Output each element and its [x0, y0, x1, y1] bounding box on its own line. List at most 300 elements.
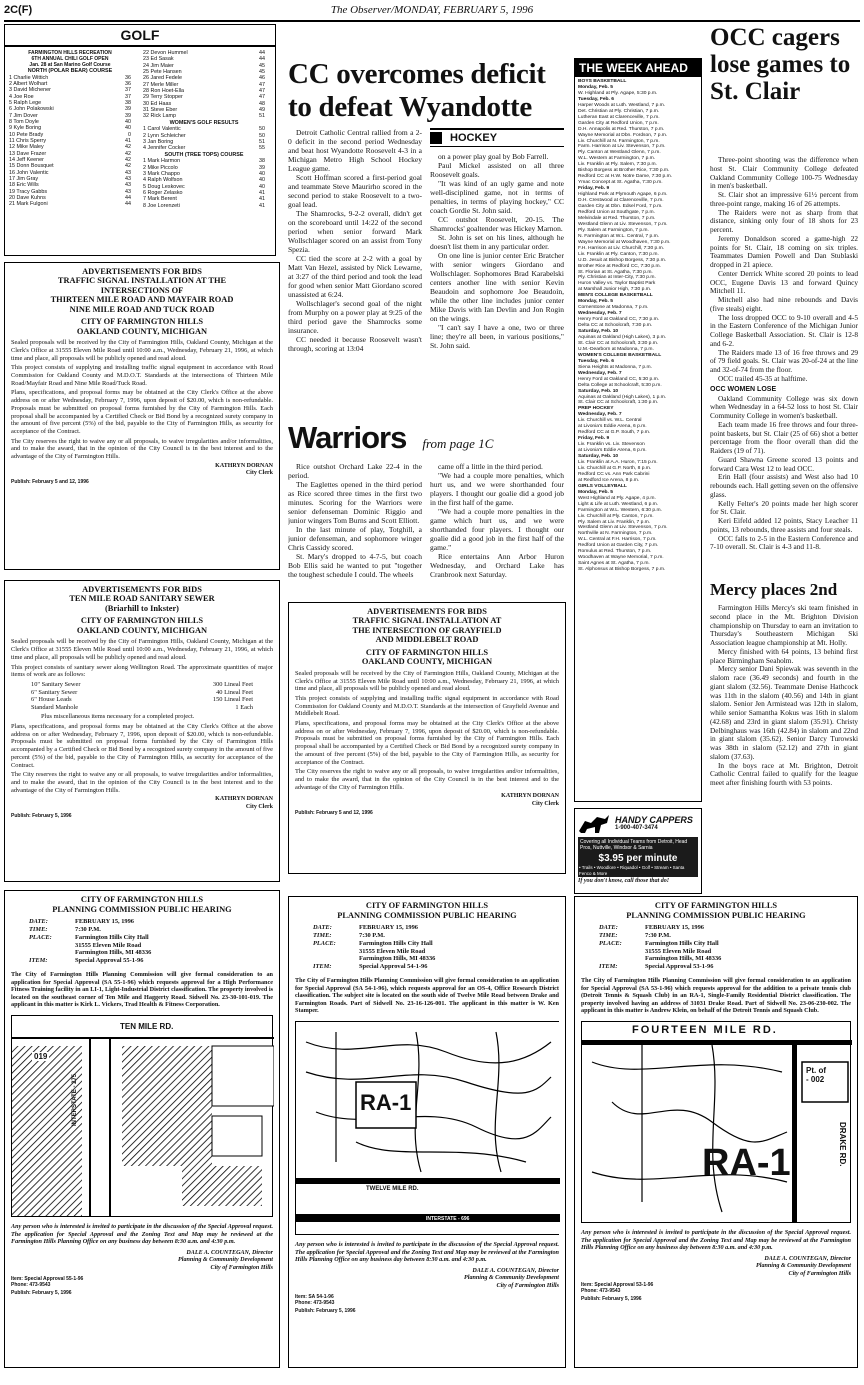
schedule-entry: Garden City at Redford Union, 7 p.m. — [578, 120, 659, 126]
hearing1-item2: Item: Special Approval 55-1-96 — [11, 1275, 84, 1282]
article-paragraph: In the last minute of play, Totghill, a junior defenseman, and sophomore winger Chris Cassidy scored. — [288, 525, 422, 552]
newspaper-header: The Observer/MONDAY, FEBRUARY 5, 1996 — [330, 4, 534, 16]
schedule-entry: Liv. Franklin at Ply. Salem, 7:30 p.m. — [578, 162, 657, 168]
golfer-name: 4 Joe Roe — [9, 93, 34, 100]
article-paragraph: Kelly Felter's 20 points made her high scorer for St. Clair. — [710, 498, 858, 517]
schedule-day: Saturday, Feb. 10 — [578, 388, 619, 394]
article-paragraph: "We had a couple more penalties in the game which hurt us, and we were shorthanded four players. I thought our goalie did a good job in the first half of the game." — [430, 507, 564, 552]
golfer-name: 24 Jim Maier — [143, 62, 174, 69]
hearing1-title: CITY OF FARMINGTON HILLS PLANNING COMMISSION PUBLIC HEARING — [52, 895, 232, 914]
map3-side-label: DRAKE RD. — [838, 1121, 847, 1167]
golfer-name: 23 Ed Sasak — [143, 56, 174, 63]
article-paragraph: Rice entertains Ann Arbor Huron Wednesday, and Orchard Lake has Cranbrook next Saturday. — [430, 552, 564, 579]
golfer-score: 41 — [259, 190, 265, 197]
hearing1-signer: DALE A. COUNTEGAN, Director Planning & Community Development City of Farmington Hills — [178, 1250, 273, 1271]
schedule-entry: West Highland at Ply. Agape, 4 p.m. — [578, 495, 656, 501]
map1-subject-site — [212, 1116, 262, 1156]
schedule-entry: U.D. Jesuit at Bishop Borgess, 7:30 p.m. — [578, 257, 667, 263]
golfer-score: 44 — [125, 201, 131, 208]
article-paragraph: came off a little in the third period. — [438, 462, 543, 471]
ad3-title: ADVERTISEMENTS FOR BIDS TRAFFIC SIGNAL INSTALLATION AT THE INTERSECTION OF GRAYFIELD AND MIDDLEBELT ROAD — [352, 607, 502, 645]
south-results — [143, 158, 265, 209]
schedule-day: Monday, Feb. 5 — [578, 84, 613, 90]
golfer-score: 40 — [259, 183, 265, 190]
schedule-entry: Ply. Canton at Westland Glenn, 7 p.m. — [578, 150, 661, 156]
hearing2-time-label: TIME: — [313, 931, 332, 939]
ad3-p2: This project consists of supplying and installing traffic signal equipment in accordance with Road Commission for Oakland County and M.D.O.T. Standards at the intersection of Grayfield Avenue and Middlebelt Road. — [295, 694, 559, 718]
ad2-quantities — [31, 681, 253, 711]
hearing3-place: Farmington Hills City Hall 31555 Eleven Mile Road Farmington Hills, MI 48336 — [645, 939, 722, 963]
quantity-item: Standard Manhole — [31, 703, 79, 711]
hearing-sa-53 — [574, 896, 858, 1368]
occ-headline: OCC cagers lose games to St. Clair — [710, 24, 851, 105]
women-results — [143, 126, 265, 151]
golfer-name: 2 Lynn Schleicher — [143, 132, 186, 139]
schedule-entry: Liv. Franklin at Ply. Canton, 7:30 p.m. — [578, 251, 659, 257]
article-paragraph: "It was kind of an ugly game and note well-disciplined game, not in terms of penalties, in terms of playing hockey," CC coach Gordie St. John said. — [430, 179, 564, 215]
schedule-entry: Delta College at Schoolcraft, 5:30 p.m. — [578, 382, 662, 388]
hearing2-signer: DALE A. COUNTEGAN, Director Planning & Community Development City of Farmington Hills — [464, 1268, 559, 1289]
golfer-score: 36 — [125, 80, 131, 87]
hearing3-map-svg — [582, 1022, 852, 1222]
golfer-score: 43 — [125, 176, 131, 183]
golfer-name: 17 Jim Gray — [9, 176, 39, 183]
schedule-day: Wednesday, Feb. 7 — [578, 412, 622, 418]
ad3-p4: The City reserves the right to waive any or all proposals, to waive irregularities and/or informalities, and to make the award, that in the opinion of the City Council is in the best interest and to the advantage of the City of Farmington Hills. — [295, 768, 559, 791]
article-paragraph: Mercy senior Dani Spiewak was seventh in the slalom race (36.49 seconds) and fourth in the giant slalom (32.56). Teammate Denise Hathcock was 11th in the slalom (40.56) and 14th in giant slalom. Senior Jen Armistead was 12th in slalom, while senior Samantha Kokus was 16th in slalom (42.68) and 23rd in giant slalom (35.91). Christy Delbinghaus was 16th (42.84) in slalom and 22nd in giant slalom (35.62). Senior Darcy Turowski was 38th in slalom (52.12) and 27th in giant slalom (37.63). — [710, 664, 858, 761]
golfer-score: 41 — [259, 202, 265, 209]
article-paragraph: Guard Shawna Greene scored 13 points and forward Cara West 12 to lead OCC. — [710, 454, 858, 473]
hearing2-map-svg — [296, 1022, 560, 1234]
golfer-score: 40 — [259, 177, 265, 184]
mercy-body — [710, 604, 858, 884]
article-paragraph: The Raiders were not as sharp from that distance, sinking only four of 18 shots for 23 percent. — [710, 207, 858, 234]
article-paragraph: Erin Hall (four assists) and West also had 10 rebounds each. Hall getting seven on the offensive glass. — [710, 472, 858, 499]
golfer-score: 45 — [259, 62, 265, 69]
warriors-jump-head — [288, 420, 566, 458]
schedule-entry: Aquinas at Oakland (High Lakes), 1 p.m. — [578, 394, 667, 400]
map1-industrial-center — [122, 1046, 212, 1166]
map1-road-label: TEN MILE RD. — [120, 1021, 174, 1031]
golfer-name: 7 Jim Dover — [9, 112, 38, 119]
golfer-score: 41 — [125, 138, 131, 145]
golfer-name: 12 Mike Maley — [9, 144, 44, 151]
schedule-entry: St. Florian at St. Agatha, 7:30 p.m. — [578, 269, 653, 275]
hearing3-map — [581, 1021, 851, 1223]
schedule-entry: Highland Park at Plymouth Agape, 6 p.m. — [578, 192, 668, 198]
hearing3-item: Special Approval 53-1-96 — [645, 963, 714, 971]
hearing2-item-label: ITEM: — [313, 963, 332, 971]
schedule-entry: Farmington at W.L. Western, 6:30 p.m. — [578, 507, 662, 513]
golfer-score: 41 — [259, 196, 265, 203]
golf-result-row — [143, 203, 265, 209]
schedule-entry: D.H. Annapolis at Red. Thurston, 7 p.m. — [578, 126, 665, 132]
golfer-score: 42 — [125, 150, 131, 157]
article-paragraph: Farmington Hills Mercy's ski team finished in second place in the Mt. Brighton Division championship on Thursday to earn an invitation to Thursday's Southeastern Michigan Ski Association league championship at Mt. Holly. — [710, 604, 858, 647]
golfer-score: 44 — [259, 50, 265, 56]
schedule-entry: W.L. Central at F.H. Harrison, 7 p.m. — [578, 537, 657, 543]
article-paragraph: The Eaglettes opened in the third period as Rice scored three times in the first two minutes. Scoring for the Warriors were senior defenseman Dominic Riggio and junior wingers Tom Burns and Scott Elliott. — [288, 480, 422, 525]
schedule-day: Saturday, Feb. 10 — [578, 454, 619, 460]
week-ahead-list — [575, 77, 701, 575]
schedule-entry: Delta CC at Schoolcraft, 7:30 p.m. — [578, 323, 653, 329]
golfer-name: 4 Ralph Wolfson — [143, 177, 183, 184]
schedule-entry: at Redford Ice Arena, 8 p.m. — [578, 477, 640, 483]
schedule-entry: Redford CC vs. Ann Park Cabrini — [578, 471, 650, 477]
schedule-entry: Woodhaven at Wayne Memorial, 7 p.m. — [578, 555, 664, 561]
schedule-entry: Redford Union at Garden City, 7 p.m. — [578, 543, 659, 549]
golfer-score: 40 — [259, 171, 265, 178]
hearing1-place-label: PLACE: — [29, 933, 52, 941]
ad3-publish: Publish: February 5 and 12, 1996 — [295, 809, 373, 816]
hearing1-time-label: TIME: — [29, 925, 48, 933]
ad-brand: HANDY CAPPERS — [615, 815, 693, 825]
south-heading: SOUTH (TREE TOPS) COURSE — [164, 151, 244, 158]
horse-icon — [577, 811, 611, 835]
article-paragraph: Rice outshot Orchard Lake 22-4 in the period. — [288, 462, 422, 480]
hearing1-item-label: ITEM: — [29, 957, 48, 965]
schedule-entry: at Livonia's Eddie Arena, 6 p.m. — [578, 424, 647, 430]
hearing2-phone: Phone: 473-9543 — [295, 1299, 335, 1306]
ad3-p1: Sealed proposals will be received by the City of Farmington Hills, Oakland County, Michigan at the Clerk's Office at 31555 Eleven Mile Road until 10:00 a.m., Wednesday, February 21, 1996, at which time and place, all proposals will be publicly opened and read aloud. — [295, 669, 559, 693]
ad2-publish: Publish: February 5, 1996 — [11, 812, 72, 819]
golfer-name: 5 Doug Leskovec — [143, 183, 185, 190]
golfer-score: 43 — [125, 182, 131, 189]
article-paragraph: OCC trailed 45-35 at halftime. — [718, 373, 808, 383]
map3-road-label: FOURTEEN MILE RD. — [632, 1023, 778, 1036]
article-paragraph: "We had a couple more penalties, which hurt us, and we were shorthanded four players. I thought our goalie did a good job in the first half of the game. — [430, 471, 564, 507]
golfer-name: 6 Roger Zelasko — [143, 190, 183, 197]
schedule-entry: Liv. Franklin vs. Liv. Stevenson — [578, 442, 645, 448]
hearing-sa-54 — [288, 896, 566, 1368]
map1-parcel-label: 019 — [34, 1051, 48, 1061]
golfer-score: 55 — [259, 145, 265, 152]
golfer-name: 11 Chris Sperry — [9, 138, 47, 145]
schedule-entry: Lutheran East at Clarenceville, 7 p.m. — [578, 114, 660, 120]
schedule-entry: Ply. Salem at Farmington, 7 p.m. — [578, 227, 649, 233]
golfer-name: 21 Mark Fulgoni — [9, 201, 48, 208]
schedule-entry: Romulus at Red. Thurston, 7 p.m. — [578, 549, 652, 555]
quantity-item: 6" Sanitary Sewer — [31, 688, 78, 696]
hearing2-body: The City of Farmington Hills Planning Commission will give formal consideration to an application for Special Approval (SA 54-1-96), which requests approval for an OS-4, Office Research District classification. The subject site is located on the south side of Twelve Mile Road between Drake and Farmington Roads. Part of Sidwell No. 23-16-126-001. The applicant in this matter is W. Ken Stamper. — [295, 976, 559, 1015]
map3-zone-label: RA-1 — [702, 1141, 791, 1184]
schedule-entry: St. Alphonsus at Bishop Borgess, 7 p.m. — [578, 567, 666, 573]
schedule-entry: St. Clair CC at Schoolcraft, 1:30 p.m. — [578, 400, 659, 406]
ad3-p3: Plans, specifications, and proposal forms may be obtained at the City Clerk's Office at the above address on or after Wednesday, February 7, 1996, upon deposit of $20.00, which is non-refundable. Proposals must be submitted on proposal forms furnished by the City of Farmington Hills. Each proposal shall be accompanied by a Certified Check or Bid Bond by a recognized surety company in the amount of five percent (5%) of the bid, payable to the City of Farmington Hills, as security for acceptance of the Contract. — [295, 720, 559, 766]
article-paragraph: Jeremy Donaldson scored a game-high 22 points for St. Clair, 18 coming on six triples. Teammates Damien Powell and Dan Stublaski dropped in 21 apiece. — [710, 233, 858, 269]
schedule-sport-heading: MEN'S COLLEGE BASKETBALL — [578, 293, 653, 299]
article-paragraph: CC outshot Roosevelt, 20-15. The Shamrocks' goaltender was Hickey Marnon. — [430, 215, 564, 233]
ad3-signer: KATHRYN DORNAN City Clerk — [501, 793, 559, 807]
quantity-row — [31, 696, 253, 704]
hearing3-publish: Publish: February 5, 1996 — [581, 1295, 642, 1302]
ad-tagline: If you don't know, call those that do! — [578, 878, 670, 884]
schedule-entry: Liv. Churchill vs. W.L. Central — [578, 418, 642, 424]
hearing-sa-55 — [4, 890, 280, 1368]
schedule-entry: Light & Life at Luth. Westland, 6 p.m. — [578, 501, 659, 507]
golfer-score: 43 — [125, 188, 131, 195]
golfer-score: 39 — [259, 164, 265, 171]
article-paragraph: St. Mary's dropped to 4-7-5, but coach Bob Ellis said he wanted to put "together the toughest schedule I could. The wheels — [288, 552, 422, 579]
schedule-entry: Ply. Salem at Liv. Franklin, 7 p.m. — [578, 519, 651, 525]
schedule-day: Wednesday, Feb. 7 — [578, 311, 622, 317]
article-paragraph: CC tied the score at 2-2 with a goal by Matt Van Hezel, assisted by Nick Lewarne, at 3:27 of the third period and took the lead for good when senior Matt Giordano scored unassisted at 6:24. — [288, 254, 422, 299]
north-results-continued — [143, 50, 265, 120]
golfer-name: 31 Steve Eber — [143, 107, 178, 114]
golfer-name: 4 Jennifer Cocker — [143, 145, 186, 152]
page-number: 2C(F) — [4, 4, 33, 16]
hearing3-phone: Phone: 473-9543 — [581, 1287, 621, 1294]
schedule-day: Tuesday, Feb. 6 — [578, 358, 614, 364]
schedule-sport-heading: PREP HOCKEY — [578, 406, 614, 412]
quantity-row — [31, 689, 253, 697]
north-results — [9, 75, 131, 208]
hearing2-footer: Any person who is interested is invited to participate in the discussion of the Special Approval request. The application for Special Approval and the Zoning Text and Map may be reviewed at the Farmington Hills Planning Office on any business day between 8:30 a.m. and 4:30 p.m. — [295, 1240, 559, 1264]
schedule-entry: at Livonia's Eddie Arena, 6 p.m. — [578, 448, 647, 454]
golfer-name: 26 Jared Fedele — [143, 75, 182, 82]
ad2-p1: Sealed proposals will be received by the City of Farmington Hills, Oakland County, Michigan at the Clerk's Office at 31555 Eleven Mile Road until 10:00 a.m., Wednesday, February 21, 1996, at which time and place, all proposals will be publicly opened and read aloud. — [11, 638, 273, 661]
schedule-entry: Liv. Churchill at Ply. Canton, 7 p.m. — [578, 513, 654, 519]
quantity-item: 10" Sanitary Sewer — [31, 680, 81, 688]
schedule-entry: Westland Glenn at Liv. Stevenson, 7 p.m. — [578, 525, 668, 531]
hearing3-item2: Item: Special Approval 53-1-96 — [581, 1281, 654, 1288]
hockey-label-box — [430, 128, 564, 150]
map1-industrial-south — [182, 1166, 262, 1206]
golfer-name: 30 Ed Haas — [143, 100, 172, 107]
hearing3-place-label: PLACE: — [599, 939, 622, 947]
hearing1-phone: Phone: 473-9543 — [11, 1281, 51, 1288]
schedule-entry: Henry Ford at Oakland CC, 7:30 p.m. — [578, 317, 660, 323]
hearing3-signer: DALE A. COUNTEGAN, Director Planning & Community Development City of Farmington Hills — [756, 1256, 851, 1277]
article-paragraph: Oakland Community College was six down when Wednesday in a 64-52 loss to host St. Clair Community College in women's basketball. — [710, 393, 858, 420]
golfer-name: 2 Mike Piccolo — [143, 164, 178, 171]
golfer-name: 13 Dave Frazer — [9, 150, 47, 157]
article-paragraph: Center Derrick White scored 20 points to lead OCC, Eugene Davis 13 and forward Quincy Mitchell 11. — [710, 268, 858, 296]
golfer-name: 7 Mark Berent — [143, 196, 177, 203]
map2-interstate-label: INTERSTATE - 696 — [426, 1215, 470, 1222]
north-heading: NORTH (POLAR BEAR) COURSE — [27, 68, 113, 74]
quantity-amount: 300 Lineal Feet — [212, 680, 253, 688]
map3-street-1 — [592, 1062, 782, 1072]
map1-interstate-label: INTERSTATE - 275 — [72, 1073, 78, 1126]
schedule-entry: Garden City at Dbn. Edsel Ford, 7 p.m. — [578, 204, 663, 210]
map2-twelve-mile-line — [296, 1178, 560, 1184]
schedule-entry: U.M.-Dearborn at Madonna, 7 p.m. — [578, 346, 654, 352]
golfer-score: 40 — [125, 125, 131, 132]
hearing3-body: The City of Farmington Hills Planning Commission will give formal consideration to an application for Special Approval (SA 53-1-96) which requests approval for the addition to a private tennis club (Detroit Tennis & Squash Club) in an RA-1, Single-Family Residential District classification. The property involved having an address of 31031 Drake Road. Part of Sidwell No. 23-06-230-002. The applicant in this matter is Andrew Klein, on behalf of the Detroit Tennis and Squash Club. — [581, 976, 851, 1015]
occ-subheading: OCC WOMEN LOSE — [710, 385, 777, 393]
golf-box — [4, 24, 276, 256]
schedule-sport-heading: BOYS BASKETBALL — [578, 79, 627, 84]
schedule-entry: Harper Woods at Luth. Westland, 7 p.m. — [578, 102, 666, 108]
article-paragraph: "I can't say I have a one, two or three line; they're all been, in various positions," St. John said. — [430, 323, 564, 350]
golfer-score: 44 — [125, 195, 131, 202]
golfer-score: 38 — [259, 158, 265, 165]
hearing1-map — [11, 1015, 273, 1217]
article-paragraph: The Raiders made 13 of 16 free throws and 29 of 79 field goals. St. Clair was 20-of-24 at the line and 32-of-74 from the floor. — [710, 347, 858, 374]
golfer-score: 37 — [125, 87, 131, 94]
schedule-day: Monday, Feb. 5 — [578, 299, 613, 305]
golfer-score: 48 — [259, 100, 265, 107]
hearing3-date-label: DATE: — [599, 924, 618, 932]
map1-industrial-west — [12, 1046, 82, 1216]
golfer-score: 38 — [125, 99, 131, 106]
warriors-col-b — [430, 462, 564, 597]
article-paragraph: In the boys race at Mt. Brighton, Detroit Catholic Central failed to qualify for the league meet after finishing fourth with 53 points. — [710, 760, 858, 787]
schedule-entry: Ymac Concept at St. Agatha, 7:30 p.m. — [578, 180, 663, 186]
schedule-sport-heading: WOMEN'S COLLEGE BASKETBALL — [578, 352, 662, 358]
ad2-signer: KATHRYN DORNAN City Clerk — [215, 796, 273, 810]
golfer-score: 46 — [259, 75, 265, 82]
golfer-name: 14 Jeff Keener — [9, 157, 44, 164]
map1-parcel-ne — [212, 1046, 274, 1106]
schedule-entry: Wayne Memorial at Dbn. Fordson, 7 p.m. — [578, 132, 668, 138]
golfer-name: 9 Kyle Boring — [9, 125, 42, 132]
article-paragraph: Mercy finished with 64 points, 13 behind first place Birmingham Seaholm. — [710, 646, 858, 665]
golfer-name: 1 Carol Valentic — [143, 126, 181, 133]
schedule-entry: at Marshall Junior High, 7:30 p.m. — [578, 287, 652, 293]
golfer-score: 49 — [259, 107, 265, 114]
schedule-entry: Henry Ford at Oakland CC, 5:30 p.m. — [578, 376, 660, 382]
schedule-entry: N. Farmington at W.L. Central, 7 p.m. — [578, 233, 659, 239]
ad-ten-mile-sewer — [4, 580, 280, 882]
golfer-name: 8 Tom Doyle — [9, 119, 39, 125]
ad-traffic-signal-grayfield — [288, 602, 566, 874]
golfer-name: 22 Devon Hummel — [143, 50, 188, 56]
golfer-name: 2 Albert Wolhart — [9, 80, 48, 87]
mercy-headline: Mercy places 2nd — [710, 580, 838, 599]
warriors-jump: from page 1C — [422, 436, 494, 451]
golf-event: FARMINGTON HILLS RECREATION 6TH ANNUAL CHILI GOLF OPEN Jan. 28 at San Marino Golf Course — [28, 50, 112, 68]
golfer-name: 6 John Polakowski — [9, 106, 54, 113]
article-paragraph: The loss dropped OCC to 9-10 overall and 4-5 in the Eastern Conference of the Michigan Junior College Basketball Association. St. Clair is 12-8 and 6-2. — [710, 312, 858, 348]
schedule-sport-heading: GIRLS VOLLEYBALL — [578, 483, 627, 489]
schedule-entry: Farm. Harrison at Liv. Stevenson, 7 p.m. — [578, 144, 666, 150]
ad-cover: Covering all Individual Teams from Detroit, Head Pros, Nuttville, Windsor & Sarnia — [578, 837, 698, 853]
week-ahead-box — [574, 58, 702, 802]
golfer-name: 10 Pete Brady — [9, 131, 44, 138]
ad1-p2: This project consists of supplying and installing traffic signal equipment in accordance with Road Commission for Oakland County and M.D.O.T. Standards at the intersections of Thirteen Mile Road/Mayfair Road and Nine Mile Road/Tuck Road. — [11, 364, 273, 387]
schedule-entry: Wayne Memorial at Woodhaven, 7:30 p.m. — [578, 239, 671, 245]
golf-title: GOLF — [5, 25, 275, 47]
article-paragraph: Each team made 16 free throws and four three-point baskets, but St. Clair (25 of 66) shot a better percentage from the floor overall than did the Raiders (19 of 71). — [710, 419, 858, 455]
schedule-entry: D.H. Crestwood at Clarenceville, 7 p.m. — [578, 198, 664, 204]
golfer-name: 32 Rick Lamp — [143, 113, 176, 120]
hearing1-publish: Publish: February 5, 1996 — [11, 1289, 72, 1296]
schedule-day: Monday, Feb. 5 — [578, 489, 613, 495]
golfer-score: 47 — [259, 81, 265, 88]
women-heading: WOMEN'S GOLF RESULTS — [169, 119, 239, 126]
hockey-headline: CC overcomes deficit to defeat Wyandotte — [288, 58, 546, 123]
hearing1-footer: Any person who is interested is invited to participate in the discussion of the Special Approval request. The application for Special Approval and the Zoning Text and Map may be reviewed at the Farmington Hills Planning Office on any business day between 8:30 a.m. and 4:30 p.m. — [11, 1222, 273, 1246]
hearing3-title: CITY OF FARMINGTON HILLS PLANNING COMMISSION PUBLIC HEARING — [626, 901, 806, 920]
hearing3-date: FEBRUARY 15, 1996 — [645, 924, 705, 932]
week-ahead-title: THE WEEK AHEAD — [575, 59, 701, 77]
hearing2-date: FEBRUARY 15, 1996 — [359, 924, 419, 932]
golfer-name: 19 Tracy Gabbs — [9, 188, 48, 195]
schedule-entry: Northville at N. Farmington, 7 p.m. — [578, 531, 653, 537]
quantity-amount: 150 Lineal Feet — [212, 696, 253, 704]
ad-phone: 1-900-407-3474 — [615, 825, 658, 831]
golfer-score: 42 — [125, 163, 131, 170]
golfer-score: 40 — [125, 119, 131, 125]
golfer-score: 47 — [259, 88, 265, 95]
hearing1-map-svg — [12, 1016, 274, 1216]
map3-parcel-label: Pt. of - 002 — [806, 1065, 826, 1084]
golfer-score: 37 — [125, 93, 131, 100]
hearing1-date: FEBRUARY 15, 1996 — [75, 918, 135, 926]
ad2-p2: This project consists of sanitary sewer along Wellington Road. The approximate quantities of major items of work are as follows: — [11, 663, 273, 679]
schedule-entry: W. Highland at Ply. Agape, 5:30 p.m. — [578, 90, 658, 96]
golfer-score: 44 — [259, 56, 265, 63]
golfer-score: 36 — [125, 74, 131, 81]
hearing1-place: Farmington Hills City Hall 31555 Eleven Mile Road Farmington Hills, MI 48336 — [75, 933, 152, 957]
golfer-score: 42 — [125, 144, 131, 151]
ad2-p4: The City reserves the right to waive any or all proposals, to waive irregularities and/or informalities, and to make the award, that in the opinion of the City Council is in the best interest and to the advantage of the City of Farmington Hills. — [11, 771, 273, 794]
schedule-day: Wednesday, Feb. 7 — [578, 370, 622, 376]
hearing1-item: Special Approval 55-1-96 — [75, 957, 144, 965]
article-paragraph: St. John is set on his lines, although he doesn't list them in any particular order. — [430, 233, 564, 251]
handy-cappers-ad — [574, 808, 702, 894]
ad-traffic-signal-13mile — [4, 262, 280, 570]
hearing2-date-label: DATE: — [313, 924, 332, 932]
schedule-entry: F.H. Harrison at Liv. Churchill, 7:30 p.m. — [578, 245, 665, 251]
article-paragraph: St. Clair shot an impressive 61½ percent from three-point range, making 16 of 26 attempts. — [710, 190, 858, 208]
map3-street-2 — [612, 1102, 787, 1142]
hockey-label: HOCKEY — [450, 132, 498, 144]
schedule-day: Saturday, Feb. 10 — [578, 329, 619, 335]
golfer-score: 50 — [259, 132, 265, 139]
map2-road-label: TWELVE MILE RD. — [366, 1185, 419, 1192]
schedule-entry: Saint Agnes at St. Agatha, 7 p.m. — [578, 561, 650, 567]
ad-price: $3.95 per minute — [578, 853, 698, 864]
golfer-score: 51 — [259, 113, 265, 120]
golfer-score: 50 — [259, 126, 265, 133]
golfer-name: 8 Joe Lorenzeti — [143, 202, 180, 209]
hockey-col-b — [430, 152, 564, 418]
schedule-entry: Siena Heights at Madonna, 7 p.m. — [578, 364, 652, 370]
hearing2-publish: Publish: February 5, 1996 — [295, 1307, 356, 1314]
article-paragraph: On one line is junior center Eric Bratcher with senior wingers Giordano and Wollschlager. Sophomores Brad Karabelski centers another line with senior Kevin Beaudoin and sophomore Joe Beaudoin, while the other line includes junior center Mike Davis with Ian Devlin and Jon Rogin on the wings. — [430, 251, 564, 323]
schedule-entry: St. Clair CC at Schoolcraft, 3:30 p.m. — [578, 340, 659, 346]
schedule-entry: Redford CC at H.W. Notre Dame, 7:30 p.m. — [578, 174, 673, 180]
golfer-name: 28 Ron Hoet-Ella — [143, 88, 185, 95]
schedule-entry: Liv. Franklin at A.A. Huron, 7:15 p.m. — [578, 460, 658, 465]
schedule-entry: Huron Valley vs. Taylor Baptist Park — [578, 281, 656, 287]
hearing2-place-label: PLACE: — [313, 939, 336, 947]
golfer-score: 39 — [125, 106, 131, 113]
golfer-name: 15 Donn Bousquet — [9, 163, 54, 170]
schedule-entry: Det. Christian at Ply. Christian, 7 p.m. — [578, 108, 660, 114]
ad1-title: ADVERTISEMENTS FOR BIDS TRAFFIC SIGNAL INSTALLATION AT THE INTERSECTIONS OF THIRTEEN MILE ROAD AND MAYFAIR ROAD NINE MILE ROAD AND TUCK ROAD — [50, 267, 234, 314]
ad1-p3: Plans, specifications, and proposal forms may be obtained at the City Clerk's Office at the above address on or after Wednesday, February 7, 1996, upon deposit of $20.00, which is non-refundable. Proposals must be submitted on proposal forms furnished by the City of Farmington Hills. Each proposal shall be accompanied by a Certified Check or Bid Bond by a recognized surety company in the amount of five percent (5%) of the bid, payable to the City of Farmington Hills, as security for acceptance of the Contract. — [11, 389, 273, 435]
hearing2-place: Farmington Hills City Hall 31555 Eleven Mile Road Farmington Hills, MI 48336 — [359, 939, 436, 963]
hockey-label-icon — [430, 132, 442, 144]
article-paragraph: The Shamrocks, 9-2-2 overall, didn't get on the scoreboard until 14:22 of the second period when senior forward Mark Wollschlager scored on an assist from Tony Spezia. — [288, 209, 422, 254]
header-rule — [4, 20, 860, 22]
hearing3-time-label: TIME: — [599, 931, 618, 939]
article-paragraph: Paul Mickel assisted on all three Roosevelt goals. — [430, 161, 564, 179]
warriors-title: Warriors — [288, 420, 407, 455]
hearing1-body: The City of Farmington Hills Planning Commission will give formal consideration to an application for Special Approval (SA 55-1-96) which requests approval for a High Performance Fitness Training facility in an LI-1, Light-Industrial District classification. The property involved is located on the southeast corner of Ten Mile and Haggerty Road. Sidwell No. 23-30-101-019. The applicant in this matter is Kirk L. Vickers, Trad Health & Fitness Corporation. — [11, 970, 273, 1009]
ad2-misc: Plus miscellaneous items necessary for a completed project. — [41, 713, 195, 721]
hearing2-time: 7:30 P.M. — [359, 931, 385, 939]
quantity-item: 6" House Leads — [31, 696, 72, 704]
schedule-entry: Liv. Churchill at N. Farmington, 7 p.m. — [578, 138, 660, 144]
schedule-entry: Ply. Christian at Inter-City, 7:30 p.m. — [578, 275, 656, 281]
ad1-p1: Sealed proposals will be received by the City of Farmington Hills, Oakland County, Michigan at the Clerk's Office at 31555 Eleven Mile Road until 10:00 a.m., Wednesday, February 21, 1996, at which time and place, all proposals will be publicly opened and read aloud. — [11, 339, 273, 362]
article-paragraph: Wollschlager's second goal of the night from Murphy on a power play at 9:25 of the third period gave the Shamrocks some insurance. — [288, 299, 422, 335]
